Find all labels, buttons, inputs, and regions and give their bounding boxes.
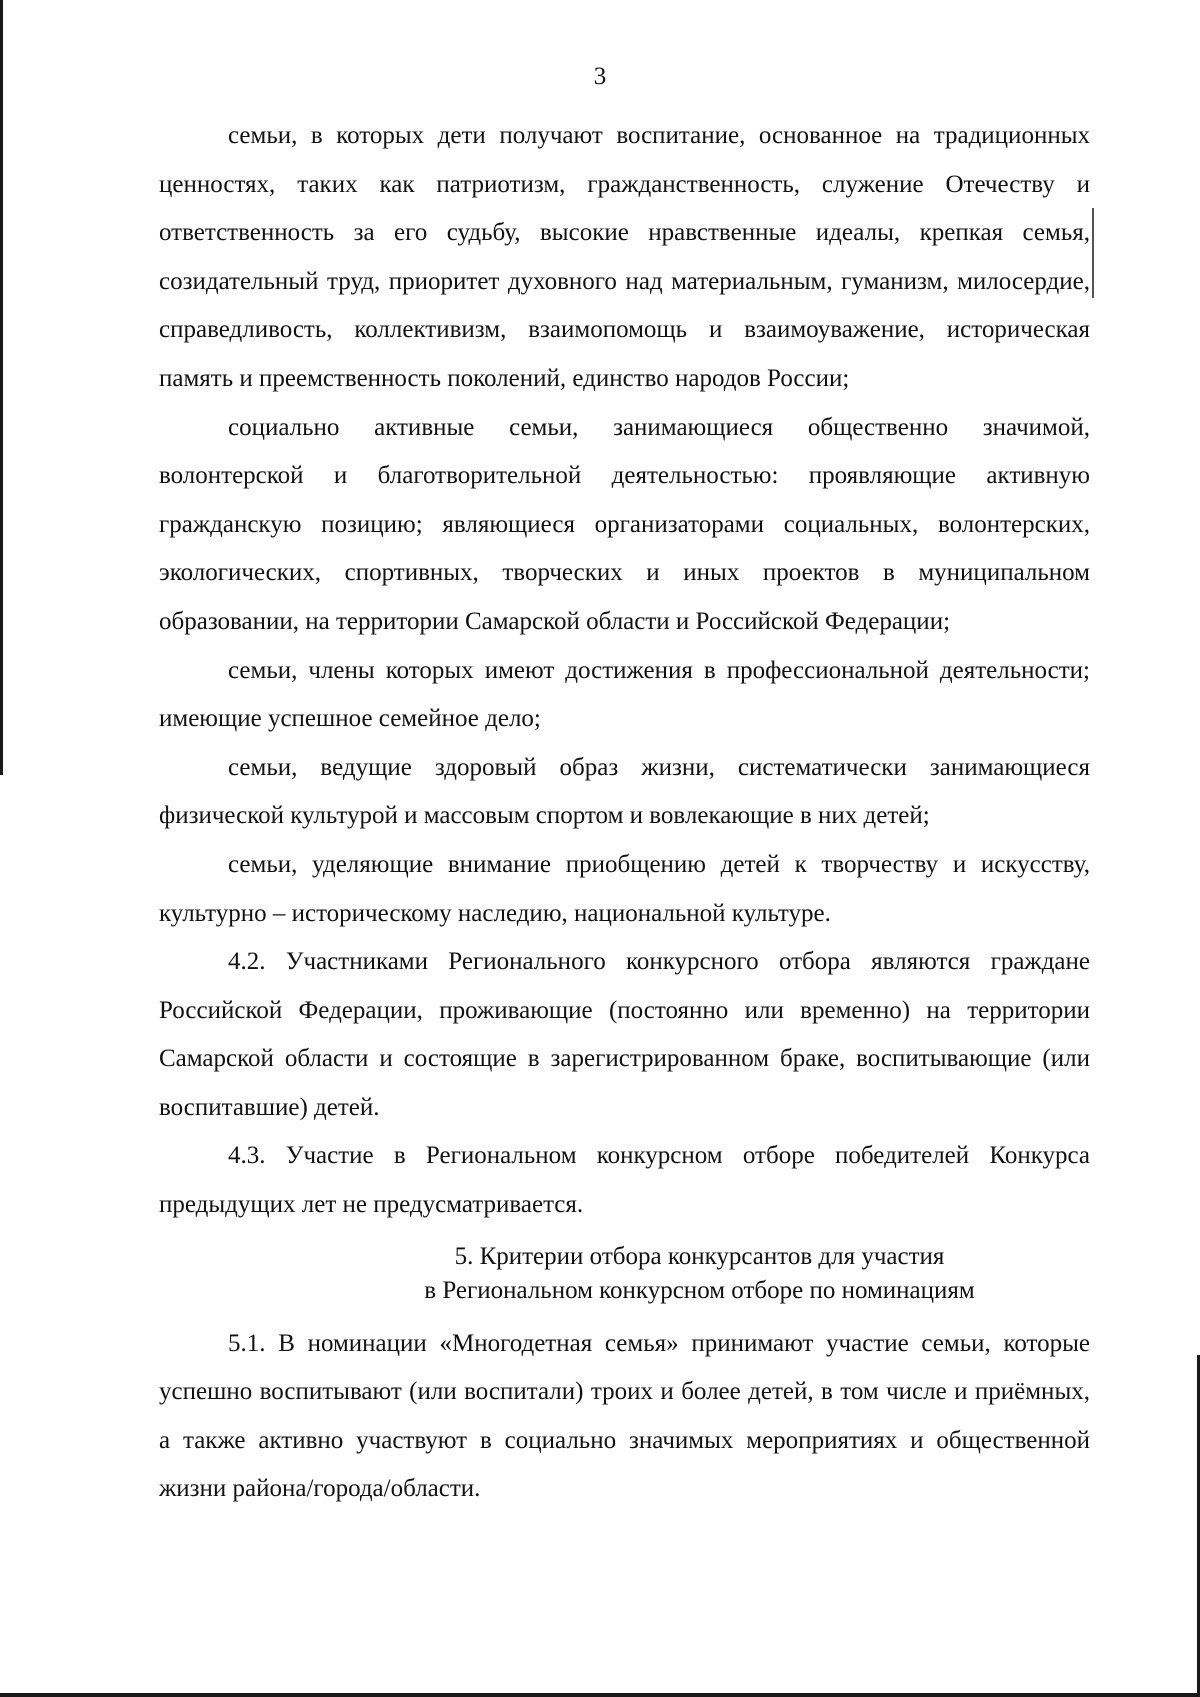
paragraph-5-1-large-family: 5.1. В номинации «Многодетная семья» принимают участие семьи, которые успешно воспитывают (или воспитали) троих и более детей, в том числе и приёмных, а также активно участвуют в социально значимых мероприятиях и общественной жизни района/города/области. xyxy=(159,1329,1090,1503)
section-heading xyxy=(159,1240,1090,1308)
section-heading-line-1: 5. Критерии отбора конкурсантов для участия xyxy=(454,1242,945,1270)
paragraph-4-3-previous-winners: 4.3. Участие в Региональном конкурсном отборе победителей Конкурса предыдущих лет не предусматривается. xyxy=(159,1142,1090,1219)
paragraph-4-2-participants: 4.2. Участниками Регионального конкурсного отбора являются граждане Российской Федерации, проживающие (постоянно или временно) на территории Самарской области и состоящие в зарегистрированном браке, воспитывающие (или воспитавшие) детей. xyxy=(159,948,1090,1121)
paragraph-socially-active: социально активные семьи, занимающиеся общественно значимой, волонтерской и благотворительной деятельностью: проявляющие активную гражданскую позицию; являющиеся организаторами социальных, волонтерских, экологических, спортивных, творческих и иных проектов в муниципальном образовании, на территории Самарской области и Российской Федерации; xyxy=(159,413,1090,635)
scan-edge-left xyxy=(0,0,3,775)
paragraph-traditional-values: семьи, в которых дети получают воспитание, основанное на традиционных ценностях, таких как патриотизм, гражданственность, служение Отечеству и ответственность за его судьбу, высокие нравственные идеалы, крепкая семья, созидательный труд, приоритет духовного над материальным, гуманизм, милосердие, справедливость, коллективизм, взаимопомощь и взаимоуважение, историческая память и преемственность поколений, единство народов России; xyxy=(159,122,1090,392)
paragraph-culture: семьи, уделяющие внимание приобщению детей к творчеству и искусству, культурно – историческому наследию, национальной культуре. xyxy=(159,850,1090,927)
scan-mark xyxy=(1092,208,1094,298)
page-number: 3 xyxy=(593,63,607,90)
section-heading-line-2: в Региональном конкурсном отборе по номинациям xyxy=(424,1276,975,1304)
document-body xyxy=(159,112,1090,1514)
scan-edge-bottom xyxy=(0,1693,1200,1697)
paragraph-healthy-lifestyle: семьи, ведущие здоровый образ жизни, систематически занимающиеся физической культурой и массовым спортом и вовлекающие в них детей; xyxy=(159,753,1090,830)
paragraph-professional-achievements: семьи, члены которых имеют достижения в профессиональной деятельности; имеющие успешное семейное дело; xyxy=(159,656,1090,733)
